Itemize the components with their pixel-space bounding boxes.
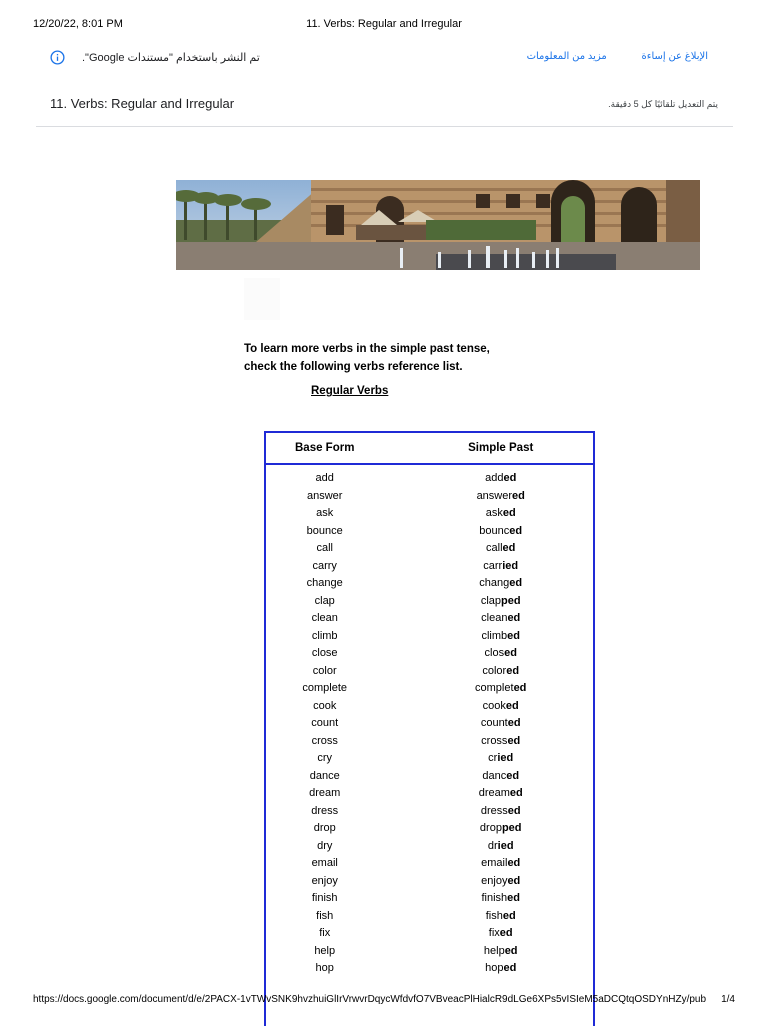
table-row (266, 750, 593, 768)
past-stem: chang (479, 577, 510, 589)
past-stem: cr (488, 752, 498, 764)
header-simple-past: Simple Past (468, 442, 534, 454)
header-base-form: Base Form (295, 442, 355, 454)
table-row (266, 838, 593, 856)
simple-past-cell (408, 470, 593, 488)
past-suffix: ed (512, 489, 525, 502)
table-row (266, 488, 593, 506)
page-number: 1/4 (721, 994, 735, 1005)
simple-past-cell (408, 908, 593, 926)
published-text: تم النشر باستخدام "مستندات Google". (82, 52, 260, 64)
past-suffix: ied (497, 839, 514, 852)
past-suffix: ed (504, 944, 518, 957)
past-stem: count (480, 717, 508, 729)
print-footer (33, 994, 735, 1008)
past-stem: fish (485, 909, 503, 922)
table-row (266, 768, 593, 786)
table-body (266, 465, 593, 978)
base-form-cell: cross (311, 734, 338, 747)
table-row (266, 960, 593, 978)
simple-past-cell (408, 750, 593, 768)
base-form-cell: carry (312, 559, 337, 572)
past-stem: clos (484, 647, 505, 659)
header-divider (36, 126, 733, 127)
table-row (266, 908, 593, 926)
past-stem: clean (481, 612, 508, 624)
past-stem: cook (482, 699, 506, 712)
base-form-cell: answer (306, 489, 343, 502)
simple-past-cell (408, 488, 593, 506)
past-suffix: ed (504, 647, 517, 659)
simple-past-cell (408, 575, 593, 593)
past-suffix: ed (506, 664, 520, 677)
published-banner (50, 50, 708, 70)
past-suffix: ed (507, 629, 520, 642)
table-row (266, 645, 593, 663)
past-stem: enjoy (481, 874, 508, 887)
table-row (266, 785, 593, 803)
base-form-cell: dream (309, 787, 341, 799)
table-row (266, 470, 593, 488)
simple-past-cell (408, 733, 593, 751)
past-stem: finish (481, 892, 508, 904)
base-form-cell: clean (311, 612, 338, 624)
past-suffix: ed (507, 717, 521, 729)
past-stem: answer (476, 489, 513, 502)
past-suffix: ed (503, 472, 517, 484)
base-form-cell: dress (311, 804, 339, 817)
base-form-cell: ask (316, 507, 334, 519)
past-suffix: ed (502, 909, 516, 922)
simple-past-cell (408, 610, 593, 628)
simple-past-cell (408, 593, 593, 611)
past-suffix: ed (509, 524, 523, 537)
document-title: 11. Verbs: Regular and Irregular (50, 96, 235, 111)
base-form-cell: add (315, 472, 334, 484)
past-suffix: ed (507, 857, 521, 869)
simple-past-cell (408, 523, 593, 541)
past-stem: complet (475, 682, 514, 694)
table-header (266, 433, 593, 465)
past-stem: call (486, 542, 503, 554)
simple-past-cell (408, 663, 593, 681)
past-stem: dress (480, 804, 508, 817)
table-row (266, 820, 593, 838)
past-stem: add (485, 472, 504, 484)
auto-update-note: يتم التعديل تلقائيًا كل 5 دقيقة. (608, 99, 718, 109)
table-row (266, 803, 593, 821)
base-form-cell: help (314, 944, 336, 957)
table-row (266, 628, 593, 646)
past-suffix: ed (509, 787, 523, 799)
past-stem: danc (482, 769, 507, 782)
base-form-cell: fix (319, 927, 331, 939)
base-form-cell: email (311, 857, 338, 869)
table-row (266, 873, 593, 891)
past-suffix: ed (505, 699, 519, 712)
simple-past-cell (408, 558, 593, 576)
past-stem: drop (479, 822, 502, 834)
simple-past-cell (408, 628, 593, 646)
simple-past-cell (408, 820, 593, 838)
print-header (33, 18, 735, 32)
past-suffix: ed (513, 682, 527, 694)
past-suffix: ed (507, 734, 521, 747)
simple-past-cell (408, 768, 593, 786)
base-form-cell: fish (316, 909, 334, 922)
past-suffix: ed (507, 804, 521, 817)
base-form-cell: hop (315, 962, 334, 974)
report-abuse-link[interactable]: الإبلاغ عن إساءة (641, 51, 708, 62)
past-suffix: ed (502, 507, 516, 519)
simple-past-cell (408, 943, 593, 961)
base-form-cell: bounce (306, 524, 343, 537)
simple-past-cell (408, 803, 593, 821)
base-form-cell: drop (313, 822, 336, 834)
base-form-cell: dance (309, 769, 340, 782)
table-row (266, 698, 593, 716)
page-url: https://docs.google.com/document/d/e/2PACX-1vTWvSNK9hvzhuiGlIrVrwvrDqycWfdvfO7VBveacPlHialcR9dLGe6XPs5vISIeM5aDCQtqOSDYnHZy/pub (33, 994, 707, 1005)
simple-past-cell (408, 505, 593, 523)
table-row (266, 855, 593, 873)
past-stem: clap (480, 594, 502, 607)
past-stem: climb (481, 629, 508, 642)
base-form-cell: cook (313, 699, 337, 712)
past-suffix: ped (501, 594, 521, 607)
intro-line-1: To learn more verbs in the simple past tense, (244, 343, 490, 355)
simple-past-cell (408, 838, 593, 856)
past-stem: fix (488, 927, 500, 939)
verbs-table (264, 431, 595, 1026)
base-form-cell: complete (302, 682, 348, 694)
simple-past-cell (408, 873, 593, 891)
past-suffix: ed (507, 612, 521, 624)
print-datetime: 12/20/22, 8:01 PM (33, 18, 123, 30)
simple-past-cell (408, 960, 593, 978)
past-stem: hop (485, 962, 504, 974)
past-suffix: ed (499, 927, 513, 939)
base-form-cell: close (311, 647, 338, 659)
past-stem: dr (487, 839, 498, 852)
intro-text (244, 340, 490, 376)
past-stem: bounc (479, 524, 510, 537)
base-form-cell: enjoy (311, 874, 338, 887)
past-stem: cross (481, 734, 508, 747)
base-form-cell: cry (317, 752, 333, 764)
print-doc-title: 11. Verbs: Regular and Irregular (306, 18, 462, 30)
campus-photo (176, 180, 700, 270)
table-row (266, 733, 593, 751)
simple-past-cell (408, 890, 593, 908)
table-row (266, 715, 593, 733)
table-row (266, 925, 593, 943)
table-row (266, 523, 593, 541)
base-form-cell: call (316, 542, 333, 554)
table-row (266, 540, 593, 558)
base-form-cell: count (311, 717, 339, 729)
simple-past-cell (408, 855, 593, 873)
past-suffix: ed (507, 892, 520, 904)
table-row (266, 558, 593, 576)
table-row (266, 663, 593, 681)
past-suffix: ed (507, 874, 521, 887)
base-form-cell: climb (311, 629, 338, 642)
past-suffix: ed (502, 542, 516, 554)
past-stem: help (483, 944, 505, 957)
table-row (266, 943, 593, 961)
past-suffix: ed (503, 962, 517, 974)
base-form-cell: dry (317, 839, 333, 852)
base-form-cell: change (306, 577, 343, 589)
base-form-cell: clap (314, 594, 335, 607)
past-suffix: ied (502, 559, 519, 572)
table-row (266, 680, 593, 698)
past-suffix: ped (501, 822, 522, 834)
past-stem: email (481, 857, 508, 869)
base-form-cell: finish (311, 892, 338, 904)
simple-past-cell (408, 715, 593, 733)
intro-line-2: check the following verbs reference list. (244, 361, 463, 373)
past-stem: dream (478, 787, 510, 799)
past-suffix: ed (509, 577, 523, 589)
regular-verbs-heading: Regular Verbs (311, 385, 389, 397)
simple-past-cell (408, 680, 593, 698)
simple-past-cell (408, 785, 593, 803)
simple-past-cell (408, 925, 593, 943)
doc-title-bar (50, 96, 718, 116)
table-row (266, 575, 593, 593)
table-row (266, 890, 593, 908)
past-stem: carr (483, 559, 503, 572)
simple-past-cell (408, 698, 593, 716)
placeholder-image (244, 278, 280, 320)
campus-photo-illustration (176, 180, 700, 270)
past-stem: color (482, 664, 507, 677)
simple-past-cell (408, 645, 593, 663)
info-icon[interactable] (50, 50, 65, 65)
base-form-cell: color (312, 664, 337, 677)
table-row (266, 593, 593, 611)
past-stem: ask (485, 507, 503, 519)
banner-links (495, 51, 708, 62)
simple-past-cell (408, 540, 593, 558)
table-row (266, 610, 593, 628)
table-row (266, 505, 593, 523)
past-suffix: ied (497, 752, 514, 764)
past-suffix: ed (506, 769, 520, 782)
learn-more-link[interactable]: مزيد من المعلومات (526, 51, 607, 62)
